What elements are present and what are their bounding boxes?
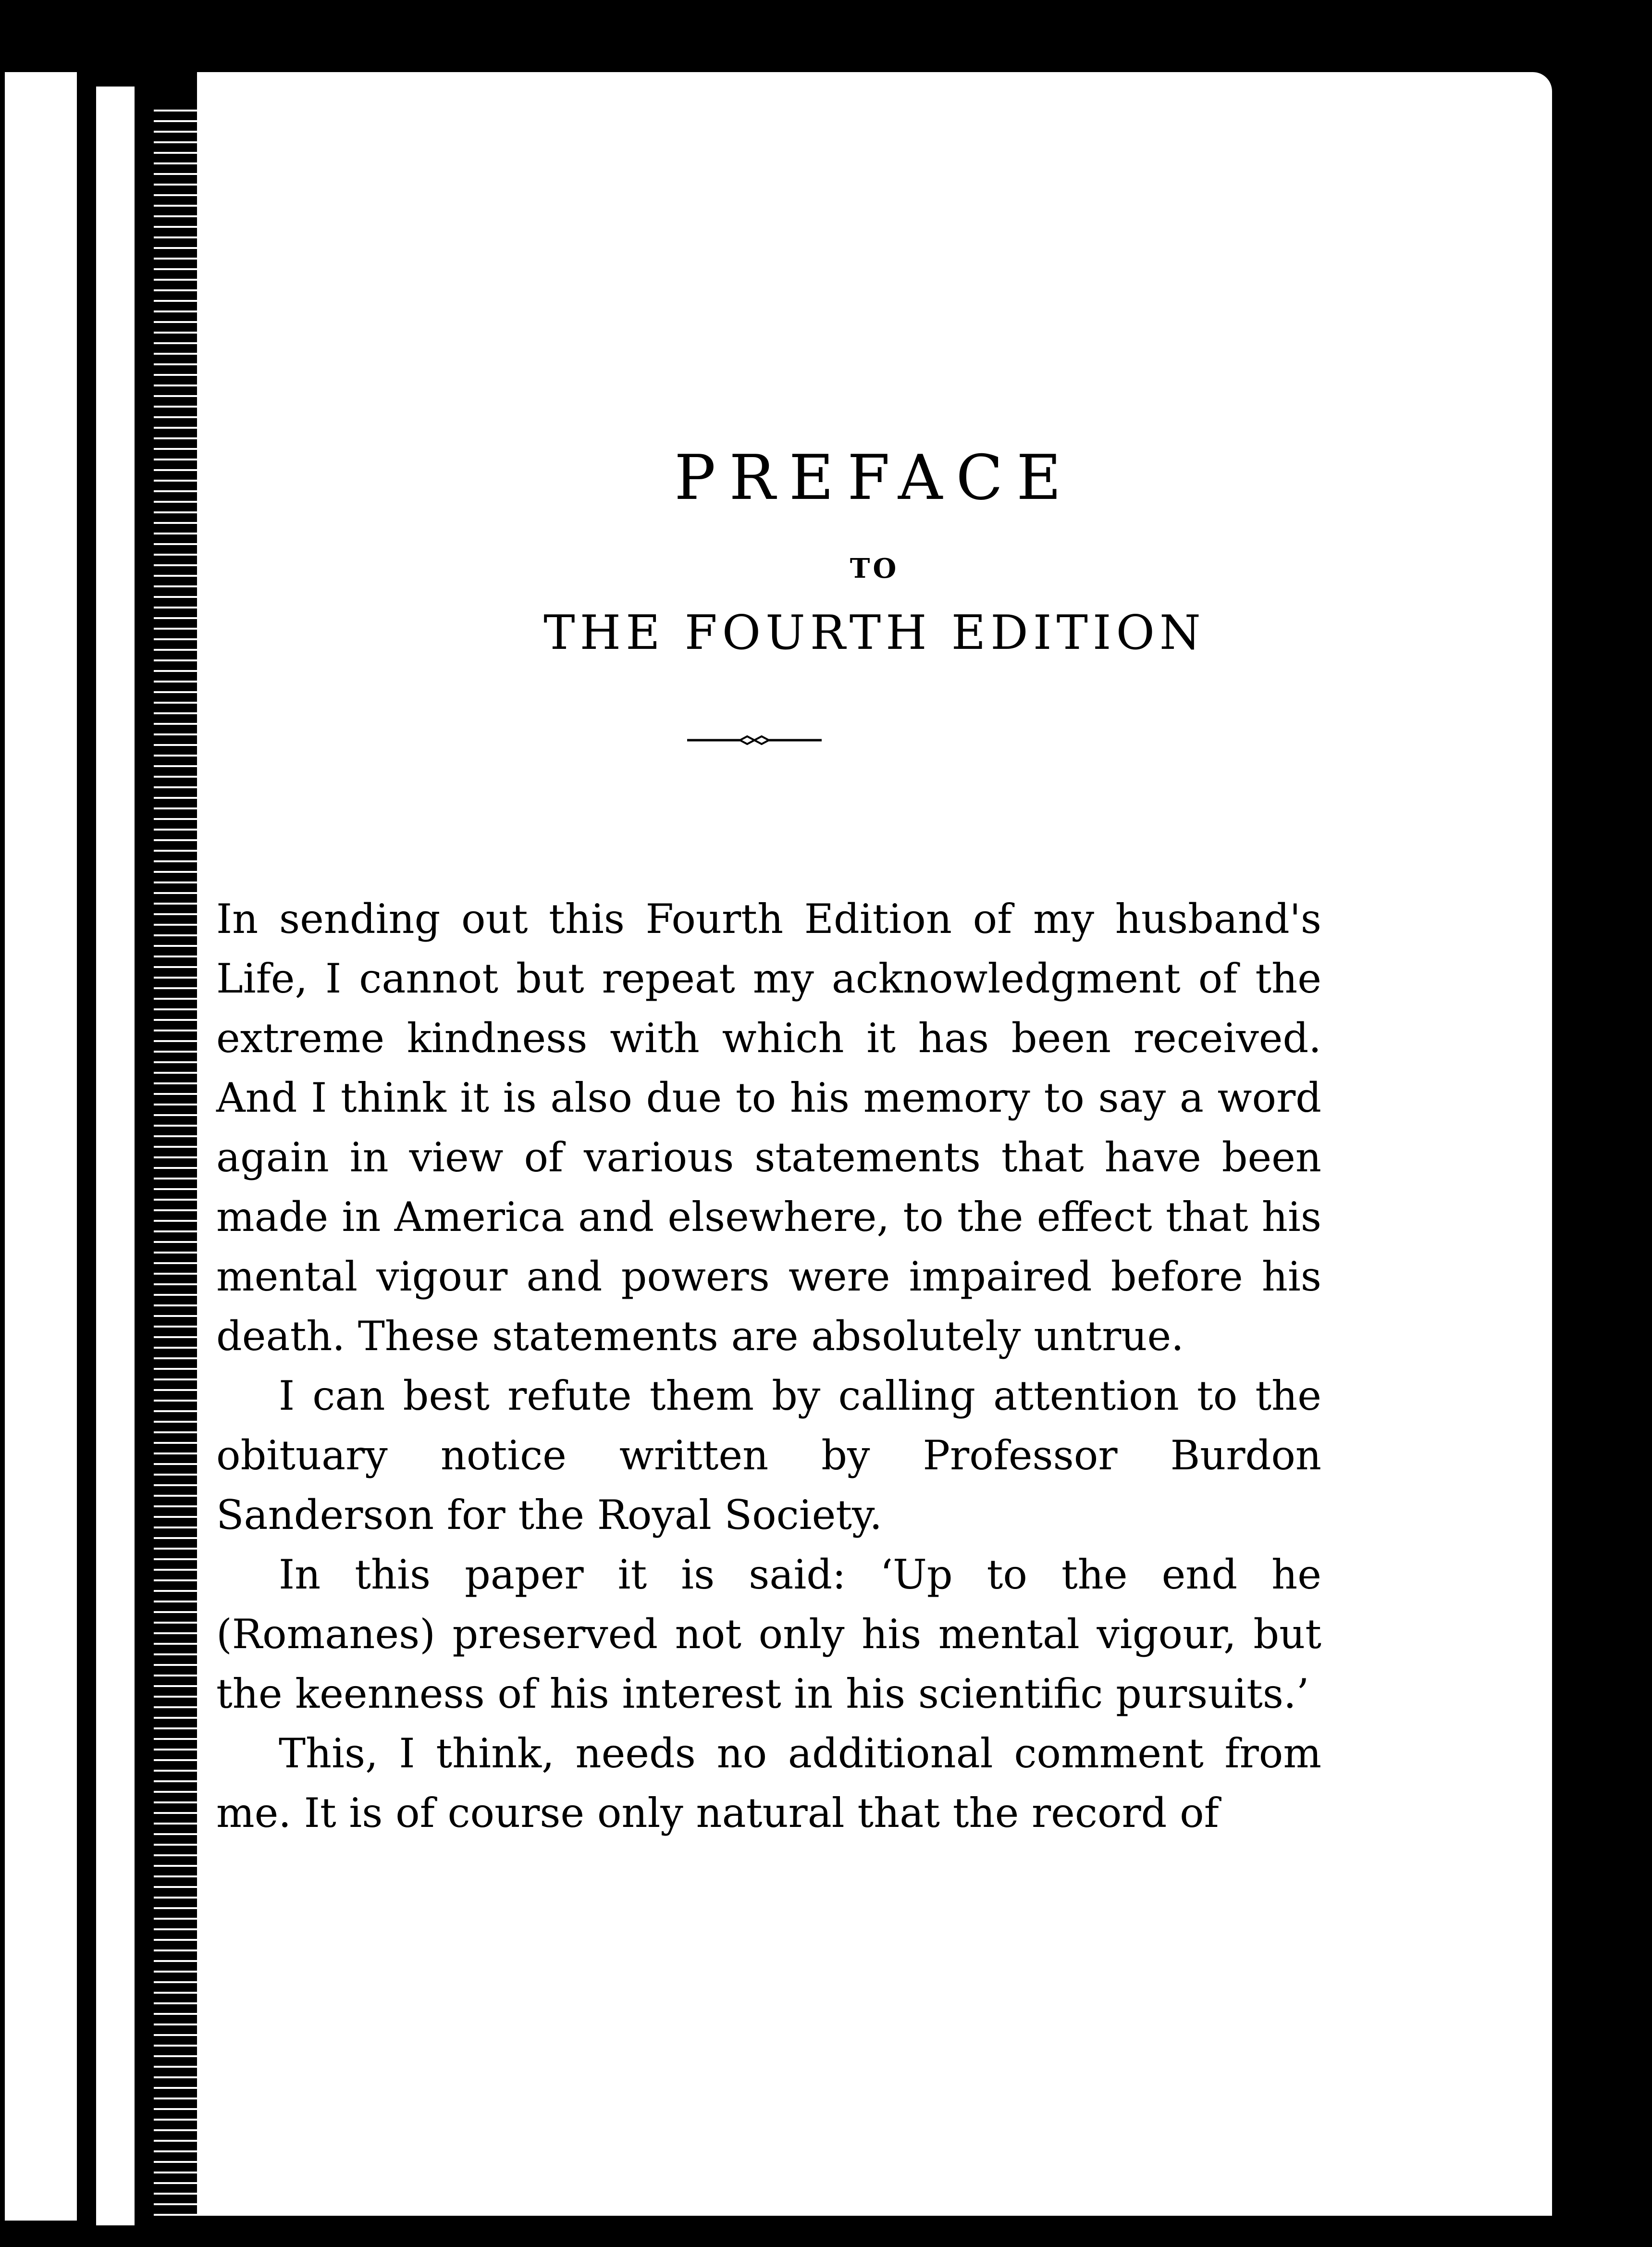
ornament-divider	[687, 731, 822, 750]
book-page	[197, 72, 1552, 2216]
binding-strip	[5, 72, 77, 2221]
paragraph: I can best refute them by calling attention to the obituary notice written by Professor Burdon Sanderson for the Royal Society.	[216, 1372, 1321, 1539]
page-subtitle: THE FOURTH EDITION	[543, 606, 1206, 660]
page-title: PREFACE	[674, 442, 1075, 514]
binding-strip	[96, 87, 135, 2225]
paragraph: In this paper it is said: ‘Up to the end he (Romanes) preserved not only his mental vigour, but the keenness of his interest in his scientific pursuits.’	[216, 1551, 1321, 1717]
title-connector: TO	[850, 553, 900, 584]
paragraph: In sending out this Fourth Edition of my husband's Life, I cannot but repeat my acknowledgment of the extreme kindness with which it has been received. And I think it is also due to his memory to say a word again in view of various statements that have been made in America and elsewhere, to the effect that his mental vigour and powers were impaired before his death. These statements are absolutely untrue.	[216, 895, 1321, 1360]
paragraph: This, I think, needs no additional comment from me. It is of course only natural that the record of	[216, 1730, 1321, 1837]
preface-body	[216, 889, 1321, 1843]
